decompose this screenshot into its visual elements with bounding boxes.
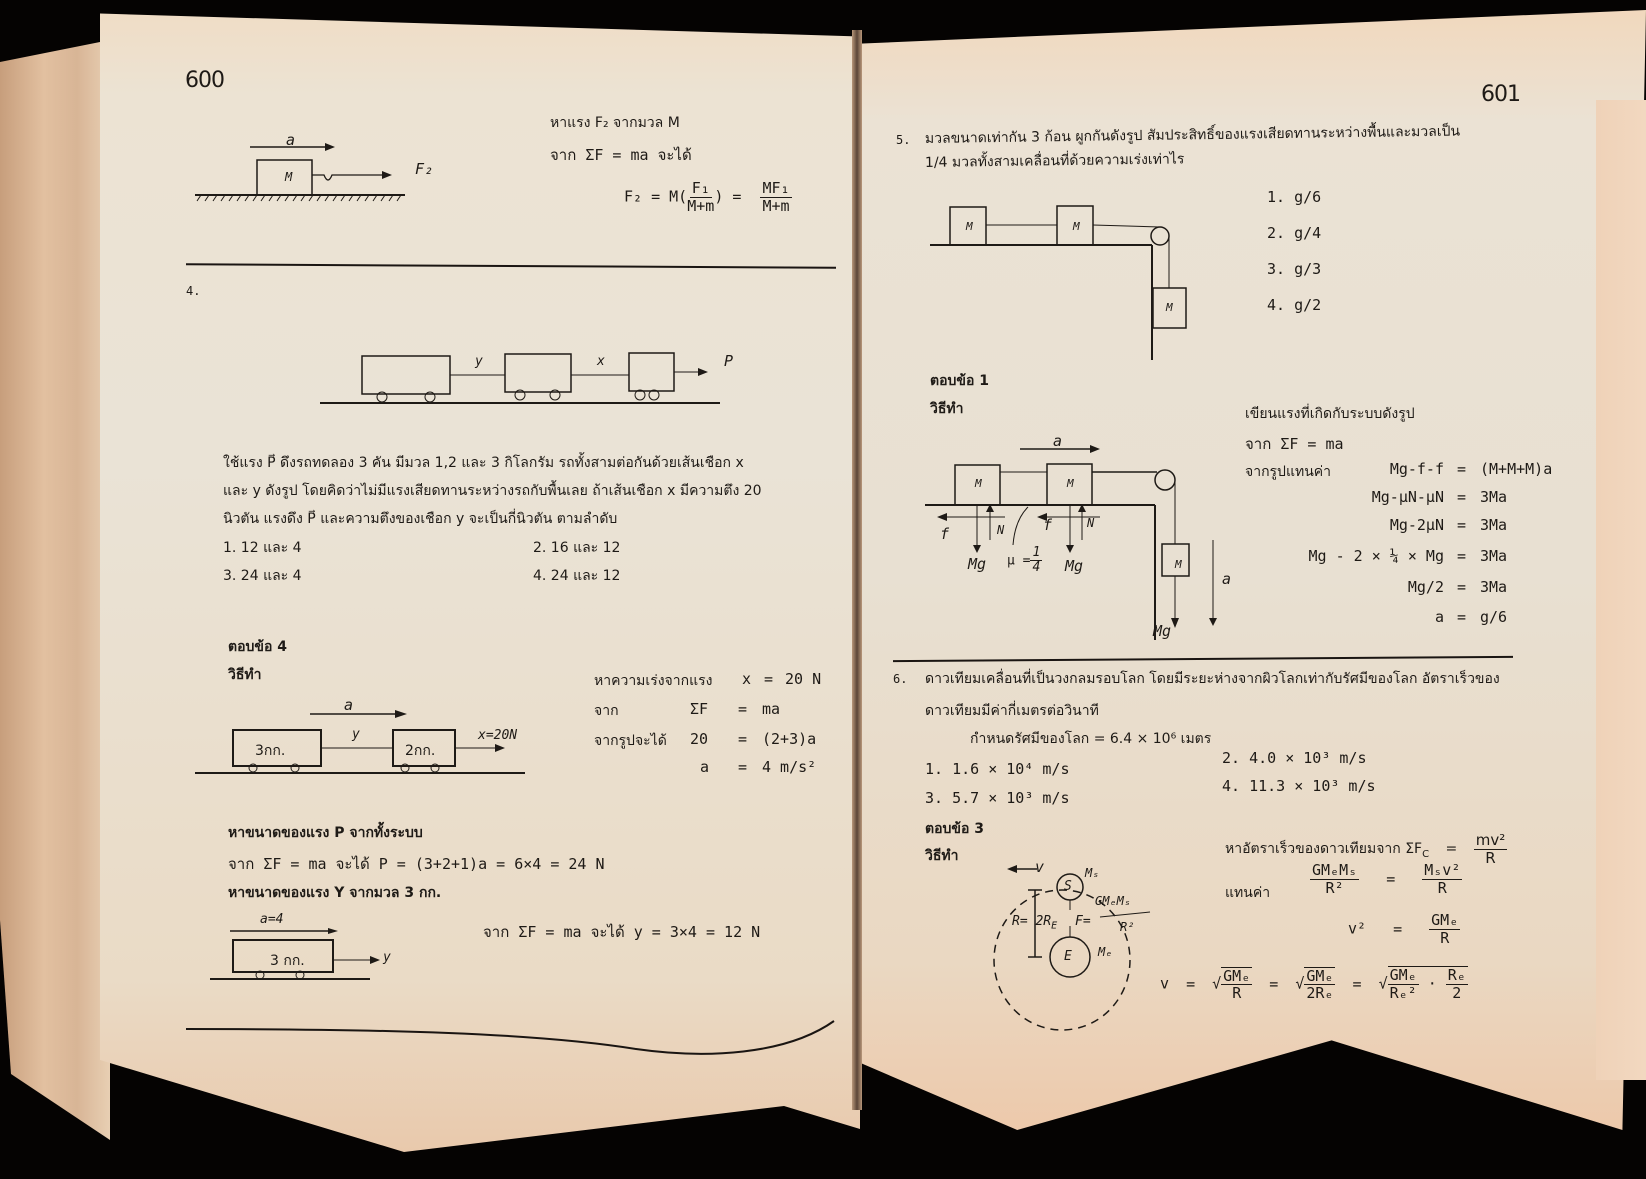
choice: 4. 11.3 × 10³ m/s	[1222, 777, 1376, 795]
normal-label: N	[997, 523, 1005, 537]
calc-lhs: a	[700, 758, 710, 776]
choice: 2. 4.0 × 10³ m/s	[1222, 749, 1367, 767]
answer-label: ตอบข้อ 3	[925, 821, 984, 837]
calc-lhs: 20	[690, 730, 709, 748]
calc-rhs: (2+3)a	[762, 730, 817, 748]
f2-equation: F₂ = M( $\frac{\text{F₁}}{M+m}$ ) = $\frac{\text{MF₁}}{M+m}$	[624, 179, 790, 215]
force-denominator: R²	[1120, 920, 1135, 934]
choice: 1. 12 และ 4	[223, 540, 302, 556]
friction-label: f	[940, 525, 950, 543]
weight-label: Mg	[968, 555, 987, 573]
given-value: กำหนดรัศมีของโลก = 6.4 × 10⁶ เมตร	[970, 731, 1212, 747]
earth-mass-label: Mₑ	[1098, 945, 1113, 959]
calc-lhs: Mg - 2 × ¼ × Mg	[1308, 547, 1444, 565]
question-text-line: ดาวเทียมเคลื่อนที่เป็นวงกลมรอบโลก โดยมีระยะห่างจากผิวโลกเท่ากับรัศมีของโลก อัตราเร็วของ	[925, 671, 1500, 687]
method-label: วิธีทำ	[925, 848, 959, 864]
calc-lhs: Mg-μN-μN	[1371, 488, 1444, 506]
answer-label: ตอบข้อ 1	[930, 373, 989, 389]
cart-mass-label: 2กก.	[405, 743, 436, 759]
three-carts-diagram	[320, 350, 740, 410]
force-y-label: y	[383, 950, 391, 965]
calc-heading: หาอัตราเร็วของดาวเทียมจาก $\Sigma F_C$ = $\frac{\text{mv²}}{R}$	[1225, 831, 1506, 867]
weight-label: Mg	[1153, 622, 1172, 640]
cart-mass-label: 3 กก.	[270, 953, 305, 969]
choice: 1. 1.6 × 10⁴ m/s	[925, 760, 1070, 778]
force-x-label: x=20N	[478, 728, 518, 743]
calc-rhs: g/6	[1480, 608, 1508, 626]
rope-x-label: x	[597, 354, 605, 369]
subst-label: แทนค่า	[1225, 885, 1271, 901]
block-force-diagram	[195, 130, 435, 210]
equation-1: $\frac{\text{GMₑMₛ}}{\text{R²}}$ = $\frac{\text{Mₛv²}}{R}$	[1312, 861, 1461, 897]
calc-eq: =	[764, 670, 774, 688]
answer-label: ตอบข้อ 4	[228, 639, 287, 655]
calc-rhs: 3Ma	[1480, 516, 1508, 534]
book-gutter	[852, 30, 862, 1110]
page-number-right: 601	[1481, 82, 1520, 107]
question-text-line: 1/4 มวลทั้งสามเคลื่อนที่ด้วยความเร่งเท่าไร	[924, 151, 1185, 171]
radius-label: $R= 2R_E$	[1012, 914, 1058, 932]
rope-y-label: y	[352, 727, 360, 742]
mass-label: M	[285, 170, 293, 184]
y-heading: หาขนาดของแรง Y จากมวล 3 กก.	[228, 885, 442, 901]
question-text-line: และ y ดังรูป โดยคิดว่าไม่มีแรงเสียดทานระหว่างรถกับพื้นเลย ถ้าเส้นเชือก x มีความตึง 20	[223, 483, 762, 499]
force-p-label: P	[724, 352, 734, 370]
book-page-edges-right	[1596, 100, 1646, 1080]
choice: 4. 24 และ 12	[533, 568, 621, 584]
calc-lhs: ΣF	[690, 700, 709, 718]
choice: 4. g/2	[1267, 296, 1322, 314]
accel-label: a	[1053, 432, 1063, 450]
two-carts-diagram	[195, 700, 535, 790]
calc-lhs: Mg-f-f	[1389, 460, 1444, 478]
book-page-edges-left	[0, 40, 110, 1140]
calc-eq: =	[738, 730, 748, 748]
calc-lhs: x	[742, 670, 752, 688]
equation-3: v = √ $\frac{\text{GMₑ}}{R}$ = √ $\frac{\text{GMₑ}}{\text{2Rₑ}}$ = √ $\frac{\text{GMₑ}}{\text{Rₑ²}}$ · $\frac{\text{Rₑ}}{2}$	[1160, 966, 1466, 1002]
calc-rhs: ma	[762, 700, 781, 718]
calc-line: จาก ΣF = ma	[1245, 435, 1344, 453]
calc-label: หาความเร่งจากแรง	[594, 673, 713, 689]
p-calc: จาก ΣF = ma จะได้ P = (3+2+1)a = 6×4 = 24 N	[228, 855, 605, 873]
section-divider	[186, 1015, 836, 1065]
calc-rhs: 4 m/s²	[762, 758, 817, 776]
calc-rhs: 3Ma	[1480, 547, 1508, 565]
calc-rhs: (M+M+M)a	[1480, 460, 1553, 478]
accel-label: a=4	[260, 912, 284, 927]
choice: 3. g/3	[1267, 260, 1322, 278]
choice: 3. 5.7 × 10³ m/s	[925, 789, 1070, 807]
question-text-line: ดาวเทียมมีค่ากี่เมตรต่อวินาที	[925, 703, 1099, 719]
earth-label: E	[1064, 949, 1072, 964]
calc-lhs: a	[1434, 608, 1444, 626]
section-title: หาแรง F₂ จากมวล M	[550, 115, 680, 131]
accel-label: a	[344, 696, 354, 714]
calc-lhs: Mg/2	[1407, 578, 1444, 596]
accel-label: a	[1222, 570, 1232, 588]
satellite-orbit-diagram	[995, 860, 1175, 1030]
free-body-diagram	[925, 440, 1225, 640]
method-label: วิธีทำ	[930, 401, 964, 417]
calc-heading: เขียนแรงที่เกิดกับระบบดังรูป	[1245, 406, 1415, 422]
rope-y-label: y	[475, 354, 483, 369]
mass-label: M	[1073, 220, 1080, 233]
force-label: F₂	[415, 160, 434, 178]
satellite-label: S	[1064, 879, 1072, 894]
question-number: 4.	[186, 284, 201, 298]
question-number: 6.	[893, 672, 908, 686]
accel-label: a	[286, 131, 296, 149]
calc-label: จาก	[594, 703, 619, 719]
calc-label: จากรูปจะได้	[594, 733, 667, 749]
friction-label: f	[1043, 516, 1053, 534]
velocity-label: v	[1035, 858, 1045, 876]
p-heading: หาขนาดของแรง P จากทั้งระบบ	[228, 825, 423, 841]
force-label: F=	[1075, 914, 1091, 929]
mass-label: M	[1166, 301, 1173, 314]
y-calc: จาก ΣF = ma จะได้ y = 3×4 = 12 N	[483, 923, 761, 941]
calc-eq: =	[738, 758, 748, 776]
calc-rhs: 3Ma	[1480, 578, 1508, 596]
page-number-left: 600	[185, 68, 224, 93]
cart-mass-label: 3กก.	[255, 743, 286, 759]
satellite-mass-label: Mₛ	[1085, 866, 1100, 880]
question-number: 5.	[896, 133, 911, 147]
normal-label: N	[1087, 516, 1095, 530]
mass-label: M	[966, 220, 973, 233]
choice: 3. 24 และ 4	[223, 568, 302, 584]
calc-lhs: Mg-2μN	[1389, 516, 1444, 534]
calc-rhs: 3Ma	[1480, 488, 1508, 506]
equation-line: จาก ΣF = ma จะได้	[550, 146, 692, 164]
calc-eq: =	[738, 700, 748, 718]
mu-label: μ = $\frac{1}{4}$	[1007, 545, 1041, 576]
weight-label: Mg	[1065, 557, 1084, 575]
choice: 2. 16 และ 12	[533, 540, 621, 556]
mass-label: M	[975, 477, 982, 490]
calc-rhs: 20 N	[785, 670, 822, 688]
question-text-line: มวลขนาดเท่ากัน 3 ก้อน ผูกกันดังรูป สัมประสิทธิ์ของแรงเสียดทานระหว่างพื้นและมวลเป็น	[924, 123, 1461, 147]
choice: 1. g/6	[1267, 188, 1322, 206]
method-label: วิธีทำ	[228, 667, 262, 683]
equation-2: v² = $\frac{\text{GMₑ}}{R}$	[1348, 911, 1459, 947]
single-cart-diagram	[210, 928, 410, 988]
question-text-line: นิวตัน แรงดึง P⃗ และความตึงของเชือก y จะเป็นกี่นิวตัน ตามลำดับ	[223, 511, 618, 527]
calc-label: จากรูปแทนค่า	[1245, 464, 1331, 480]
question-text-line: ใช้แรง P⃗ ดึงรถทดลอง 3 คัน มีมวล 1,2 และ 3 กิโลกรัม รถทั้งสามต่อกันด้วยเส้นเชือก x	[223, 455, 744, 471]
choice: 2. g/4	[1267, 224, 1322, 242]
mass-label: M	[1067, 477, 1074, 490]
mass-label: M	[1175, 558, 1182, 571]
force-numerator: GMₑMₛ	[1095, 894, 1132, 908]
